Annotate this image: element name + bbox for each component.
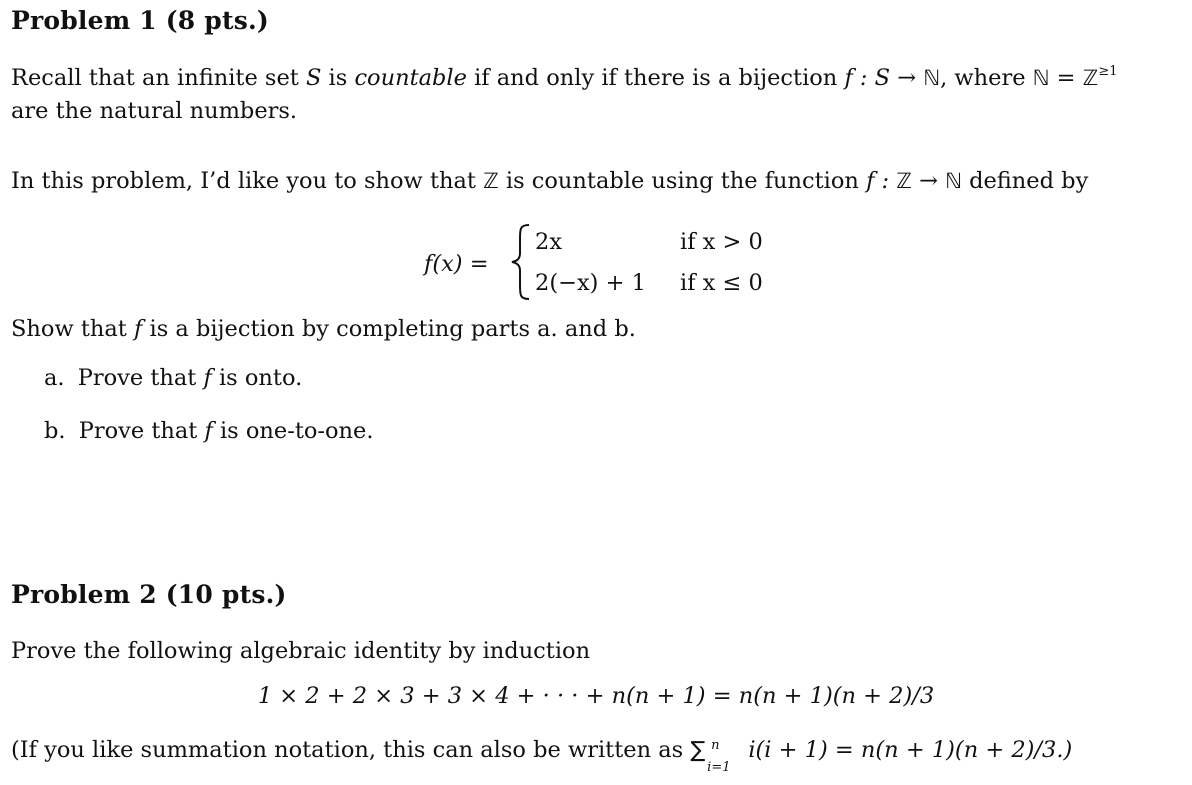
arrow: → (911, 168, 946, 194)
function-f: f : (866, 168, 897, 194)
part-b-text-post: is one-to-one. (212, 418, 374, 444)
part-a-text-pre: Prove that (77, 365, 204, 391)
recall-text-pre: Recall that an infinite set (11, 65, 306, 91)
integers-symbol-domain: ℤ (896, 169, 912, 193)
summation-note (11, 733, 1073, 775)
function-f-part-a: f (203, 365, 212, 391)
summation-icon: ∑ (690, 738, 706, 763)
part-a (44, 365, 302, 391)
intro-text-mid: is countable using the function (498, 168, 867, 194)
show-text-pre: Show that (11, 316, 135, 342)
countable-term: countable (354, 65, 467, 91)
recall-text-mid: if and only if there is a bijection (466, 65, 845, 91)
induction-identity: 1 × 2 + 2 × 3 + 3 × 4 + · · · + n(n + 1) = n(n + 1)(n + 2)/3 (257, 683, 935, 709)
summation-expression: i(i + 1) = n(n + 1)(n + 2)/3.) (741, 737, 1073, 763)
function-f-show: f (134, 316, 143, 342)
integers-symbol-intro: ℤ (483, 169, 499, 193)
summation-upper-limit: n (711, 738, 720, 753)
naturals-symbol-2: ℕ (1032, 66, 1050, 90)
show-text-post: is a bijection by completing parts a. and b. (142, 316, 636, 342)
part-b-text-pre: Prove that (78, 418, 205, 444)
intro-text-post: defined by (961, 168, 1089, 194)
equals-sign: = (1049, 65, 1083, 91)
problem-2-heading: Problem 2 (10 pts.) (11, 580, 287, 609)
problem-2-intro: Prove the following algebraic identity by induction (11, 638, 591, 664)
problem-1-intro (11, 164, 1088, 198)
bijection-map: f : S → (844, 65, 924, 91)
problem-1-show-bijection (11, 312, 636, 346)
summation-limits (705, 738, 741, 775)
summation-lower-limit: i=1 (707, 760, 731, 775)
recall-text-where: , where (940, 65, 1033, 91)
part-b (44, 418, 374, 444)
integers-superscript: ≥1 (1098, 64, 1118, 79)
part-a-text-post: is onto. (211, 365, 303, 391)
recall-text-is: is (321, 65, 355, 91)
problem-1-recall-line-2: are the natural numbers. (11, 98, 298, 124)
function-f-part-b: f (204, 418, 213, 444)
piecewise-lhs: f(x) = (424, 251, 489, 277)
left-brace-icon (509, 223, 533, 301)
case-1-condition: if x > 0 (680, 229, 763, 255)
case-1-expression: 2x (535, 229, 563, 255)
naturals-symbol: ℕ (923, 66, 941, 90)
problem-1-recall-line-1 (11, 61, 1117, 95)
set-s: S (305, 65, 322, 91)
note-text-pre: (If you like summation notation, this can also be written as (11, 737, 691, 763)
case-2-condition: if x ≤ 0 (680, 270, 763, 296)
integers-symbol: ℤ (1082, 66, 1099, 90)
part-a-label: a. (44, 365, 65, 391)
problem-1-heading: Problem 1 (8 pts.) (11, 6, 269, 35)
intro-text-pre: In this problem, I’d like you to show that (11, 168, 484, 194)
piecewise-definition (418, 221, 788, 305)
part-b-label: b. (44, 418, 66, 444)
case-2-expression: 2(−x) + 1 (535, 270, 646, 296)
naturals-symbol-codomain: ℕ (945, 169, 962, 193)
